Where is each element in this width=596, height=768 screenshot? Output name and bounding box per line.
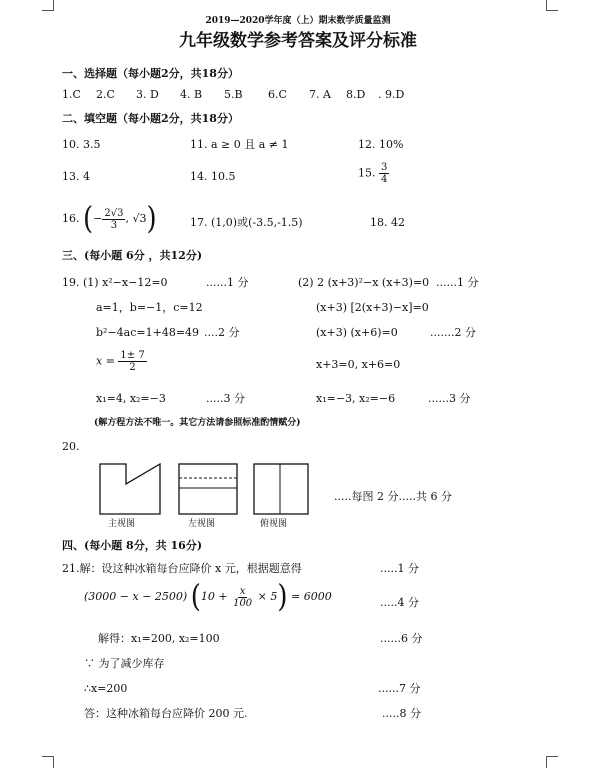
q19-left-score-5: .....3 分 — [206, 392, 245, 405]
q19-right-score-5: ......3 分 — [428, 392, 471, 405]
q19-left-line-4 — [96, 350, 147, 373]
q21-score-6: .....8 分 — [382, 707, 421, 720]
left-view-shape — [179, 464, 237, 514]
crop-mark — [53, 756, 54, 768]
section-heading-three: 三、(每小题 6分 ，共12分) — [62, 249, 203, 262]
q21-line-1: 21.解：设这种冰箱每台应降价 x 元，根据题意得 — [62, 562, 302, 575]
choice-answer: . 9.D — [378, 88, 405, 101]
choice-answer: 2.C — [96, 88, 115, 101]
q19-left-score-1: ......1 分 — [206, 276, 249, 289]
choice-answer: 8.D — [346, 88, 366, 101]
q20-score: .....每图 2 分.....共 6 分 — [334, 490, 452, 503]
q19-left-score-3: ....2 分 — [204, 326, 240, 339]
fraction-numerator: 3 — [381, 162, 388, 173]
formula-prefix: x = — [96, 354, 115, 368]
quadratic-formula-fraction — [118, 350, 146, 373]
choice-answer: 6.C — [268, 88, 287, 101]
view-label-front: 主视图 — [108, 519, 136, 529]
crop-mark — [53, 0, 54, 10]
q19-left-line-5: x₁=4, x₂=−3 — [96, 392, 166, 405]
fraction-numerator: 1± 7 — [120, 350, 145, 361]
fill-answer-15 — [358, 162, 389, 185]
fraction-denominator: 4 — [381, 174, 388, 185]
method-note: (解方程方法不唯一。其它方法请参照标准酌情赋分) — [94, 418, 301, 428]
q19-right-line-1: (2) 2 (x+3)²−x (x+3)=0 — [298, 276, 430, 289]
fill-answer-16: 16. (− $\frac{2√3}{3}$ , √3) — [62, 201, 157, 237]
choice-answer: 7. A — [309, 88, 331, 101]
q21-line-4: ∵ 为了减少库存 — [84, 657, 165, 670]
view-label-left: 左视图 — [188, 519, 216, 529]
left-paren: ( — [83, 201, 94, 237]
fill-answer-16-tail: , √3 — [125, 212, 147, 225]
fill-answer-15-label: 15. — [358, 166, 376, 180]
choice-answer: 3. D — [136, 88, 159, 101]
top-view-shape — [254, 464, 308, 514]
right-paren: ) — [277, 579, 288, 615]
q19-left-line-2: a=1，b=−1，c=12 — [96, 301, 203, 314]
crop-mark — [546, 756, 558, 757]
q20-label: 20. — [62, 440, 80, 453]
q19-right-score-3: .......2 分 — [430, 326, 476, 339]
q19-right-line-4: x+3=0, x+6=0 — [316, 358, 401, 371]
crop-mark — [42, 756, 54, 757]
q21-equation-score: .....4 分 — [380, 596, 419, 609]
fill-answer-12: 12. 10% — [358, 138, 404, 151]
fill-answer-11: 11. a ≥ 0 且 a ≠ 1 — [190, 138, 289, 151]
fill-answer-10: 10. 3.5 — [62, 138, 101, 151]
equation-fraction — [231, 586, 254, 609]
fraction-two-root-three-over-three — [102, 208, 125, 231]
fill-answer-17: 17. (1,0)或(-3.5,-1.5) — [190, 216, 303, 229]
left-paren: ( — [190, 579, 201, 615]
equation-part-c: × 5 — [257, 590, 278, 603]
q19-left-line-3: b²−4ac=1+48=49 — [96, 326, 200, 339]
section-heading-fill: 二、填空题（每小题2分，共18分） — [62, 112, 239, 125]
q21-line-6: 答：这种冰箱每台应降价 200 元. — [84, 707, 248, 720]
q19-right-line-2: (x+3) [2(x+3)−x]=0 — [316, 301, 429, 314]
fill-answer-14: 14. 10.5 — [190, 170, 236, 183]
q19-right-line-5: x₁=−3, x₂=−6 — [316, 392, 396, 405]
fill-answer-16-label: 16. — [62, 212, 80, 225]
q21-score-1: .....1 分 — [380, 562, 419, 575]
fraction-numerator: x — [239, 585, 246, 597]
fraction-denominator: 100 — [233, 597, 253, 609]
fill-answer-13: 13. 4 — [62, 170, 90, 183]
q19-right-score-1: ......1 分 — [436, 276, 479, 289]
q21-equation — [84, 579, 332, 615]
equation-part-b: 10 + — [200, 590, 228, 603]
choice-answer: 1.C — [62, 88, 81, 101]
fraction-denominator: 3 — [110, 219, 118, 231]
q21-score-3: ......6 分 — [380, 632, 423, 645]
crop-mark — [42, 10, 54, 11]
equation-part-a: (3000 − x − 2500) — [84, 590, 188, 603]
choice-answer: 5.B — [224, 88, 243, 101]
q21-line-3: 解得：x₁=200, x₂=100 — [98, 632, 220, 645]
crop-mark — [546, 0, 547, 10]
fraction-three-quarters — [379, 162, 389, 185]
q21-score-5: ......7 分 — [378, 682, 421, 695]
q21-line-5: ∴x=200 — [84, 682, 128, 695]
right-paren: ) — [146, 201, 157, 237]
main-view-shape — [100, 464, 160, 514]
view-label-top: 俯视图 — [260, 519, 288, 529]
equation-part-d: = 6000 — [291, 590, 332, 603]
q19-right-line-3: (x+3) (x+6)=0 — [316, 326, 398, 339]
section-heading-choice: 一、选择题（每小题2分，共18分） — [62, 67, 239, 80]
crop-mark — [546, 756, 547, 768]
fraction-denominator: 2 — [129, 362, 136, 373]
fraction-numerator: 2√3 — [104, 207, 124, 219]
exam-subtitle: 2019—2020学年度（上）期末数学质量监测 — [205, 16, 391, 26]
section-heading-four: 四、(每小题 8分，共 16分) — [62, 539, 203, 552]
crop-mark — [546, 10, 558, 11]
page-title: 九年级数学参考答案及评分标准 — [179, 31, 417, 51]
q19-left-line-1: 19. (1) x²−x−12=0 — [62, 276, 168, 289]
choice-answer: 4. B — [180, 88, 203, 101]
fill-answer-18: 18. 42 — [370, 216, 405, 229]
